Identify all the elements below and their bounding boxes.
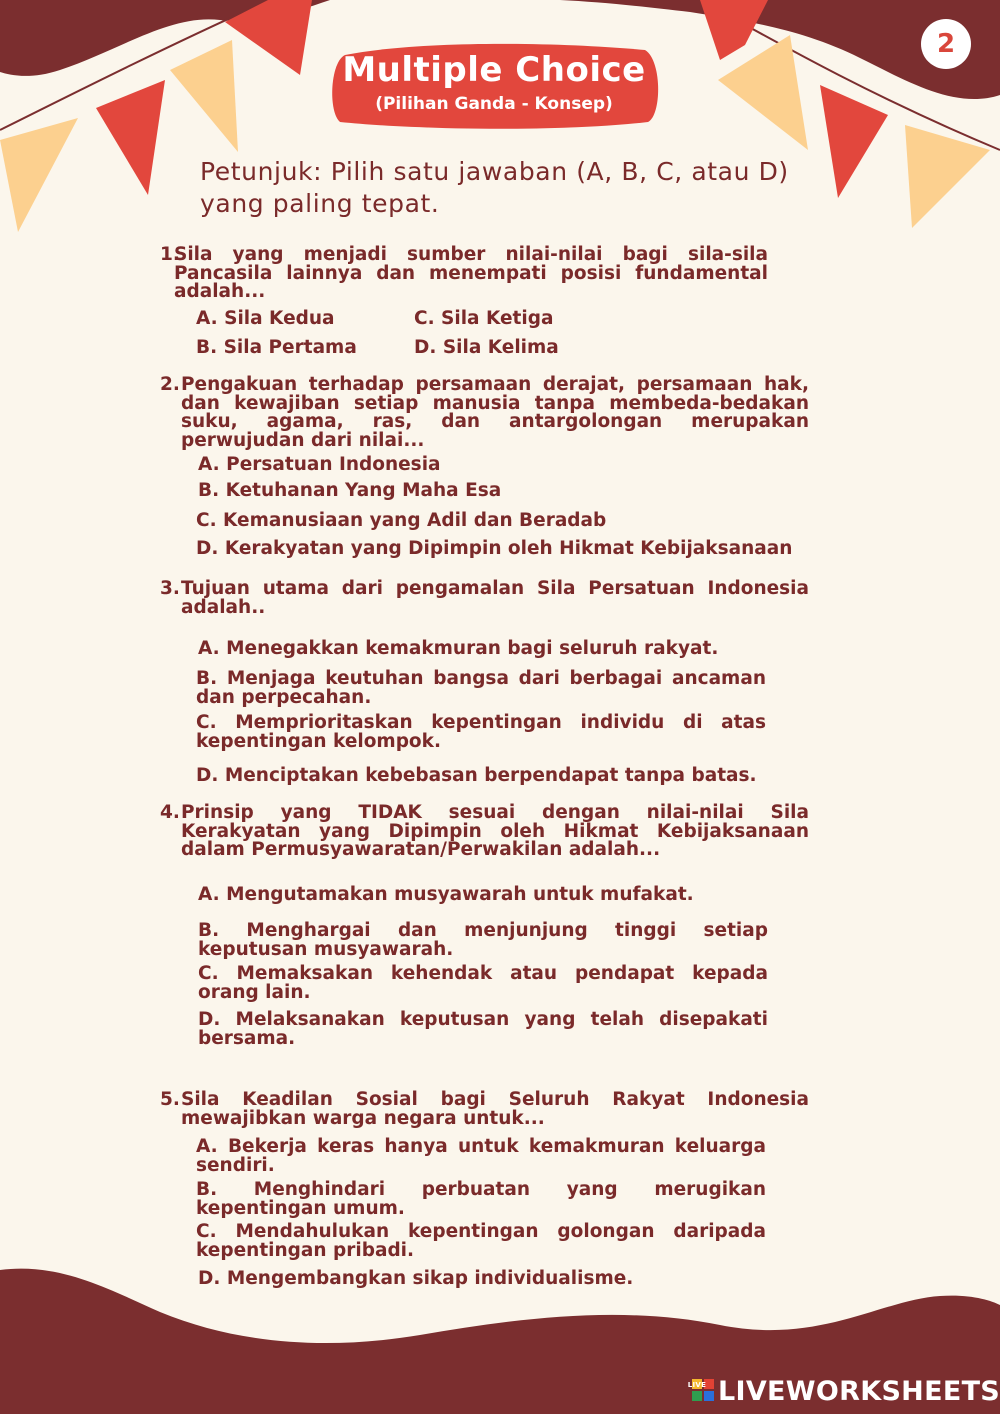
liveworksheets-logo-icon <box>687 1379 714 1401</box>
answer-option[interactable]: B. Menghargai dan menjunjung tinggi setiap keputusan musyawarah. <box>198 920 768 960</box>
question-number: 2. <box>160 374 180 395</box>
bunting-flag <box>96 80 165 195</box>
answer-option[interactable]: D. Menciptakan kebebasan berpendapat tanpa batas. <box>196 765 757 786</box>
question-number: 3. <box>160 578 180 599</box>
answer-option[interactable]: C. Sila Ketiga <box>414 308 554 329</box>
title-block <box>330 46 658 128</box>
answer-option[interactable]: D. Kerakyatan yang Dipimpin oleh Hikmat Kebijaksanaan <box>196 538 793 559</box>
question-text: Prinsip yang TIDAK sesuai dengan nilai-nilai Sila Kerakyatan yang Dipimpin oleh Hikmat Kebijaksanaan dalam Permusyawaratan/Perwakilan adalah... <box>181 802 809 860</box>
bunting-flag <box>700 0 768 60</box>
answer-option[interactable]: C. Memaksakan kehendak atau pendapat kepada orang lain. <box>198 963 768 1003</box>
question-text: Sila yang menjadi sumber nilai-nilai bagi sila-sila Pancasila lainnya dan menempati posisi fundamental adalah... <box>174 244 768 302</box>
question-text: Pengakuan terhadap persamaan derajat, persamaan hak, dan kewajiban setiap manusia tanpa membeda-bedakan suku, agama, ras, dan antargolongan merupakan perwujudan dari nilai... <box>181 374 809 451</box>
answer-option[interactable]: D. Sila Kelima <box>414 337 559 358</box>
bunting-flag <box>820 85 888 198</box>
answer-option[interactable]: C. Mendahulukan kepentingan golongan daripada kepentingan pribadi. <box>196 1221 766 1261</box>
answer-option[interactable]: A. Bekerja keras hanya untuk kemakmuran keluarga sendiri. <box>196 1136 766 1176</box>
answer-option[interactable]: B. Sila Pertama <box>196 337 357 358</box>
answer-option[interactable]: A. Menegakkan kemakmuran bagi seluruh rakyat. <box>198 638 719 659</box>
answer-option[interactable]: B. Menjaga keutuhan bangsa dari berbagai ancaman dan perpecahan. <box>196 668 766 708</box>
page-number: 2 <box>921 19 971 69</box>
page-subtitle: (Pilihan Ganda - Konsep) <box>375 94 613 114</box>
bunting-flag <box>170 40 238 152</box>
answer-option[interactable]: C. Memprioritaskan kepentingan individu di atas kepentingan kelompok. <box>196 712 766 752</box>
answer-option[interactable]: D. Mengembangkan sikap individualisme. <box>198 1268 634 1289</box>
answer-option[interactable]: B. Menghindari perbuatan yang merugikan kepentingan umum. <box>196 1179 766 1219</box>
answer-option[interactable]: A. Persatuan Indonesia <box>198 454 441 475</box>
answer-option[interactable]: A. Sila Kedua <box>196 308 335 329</box>
question-number: 1. <box>160 244 180 265</box>
page-title: Multiple Choice <box>342 50 646 90</box>
brand-name: LIVEWORKSHEETS <box>718 1376 1000 1407</box>
instructions: Petunjuk: Pilih satu jawaban (A, B, C, atau D) yang paling tepat. <box>200 157 789 218</box>
bunting-flag <box>0 118 78 232</box>
question-number: 4. <box>160 802 180 823</box>
question-text: Sila Keadilan Sosial bagi Seluruh Rakyat Indonesia mewajibkan warga negara untuk... <box>181 1089 809 1129</box>
answer-option[interactable]: C. Kemanusiaan yang Adil dan Beradab <box>196 510 607 531</box>
answer-option[interactable]: D. Melaksanakan keputusan yang telah disepakati bersama. <box>198 1009 768 1049</box>
answer-option[interactable]: A. Mengutamakan musyawarah untuk mufakat. <box>198 884 694 905</box>
question-number: 5. <box>160 1089 180 1110</box>
logo-letter: LIVE <box>687 1381 707 1389</box>
answer-option[interactable]: B. Ketuhanan Yang Maha Esa <box>198 480 502 501</box>
question-text: Tujuan utama dari pengamalan Sila Persatuan Indonesia adalah.. <box>181 578 809 618</box>
